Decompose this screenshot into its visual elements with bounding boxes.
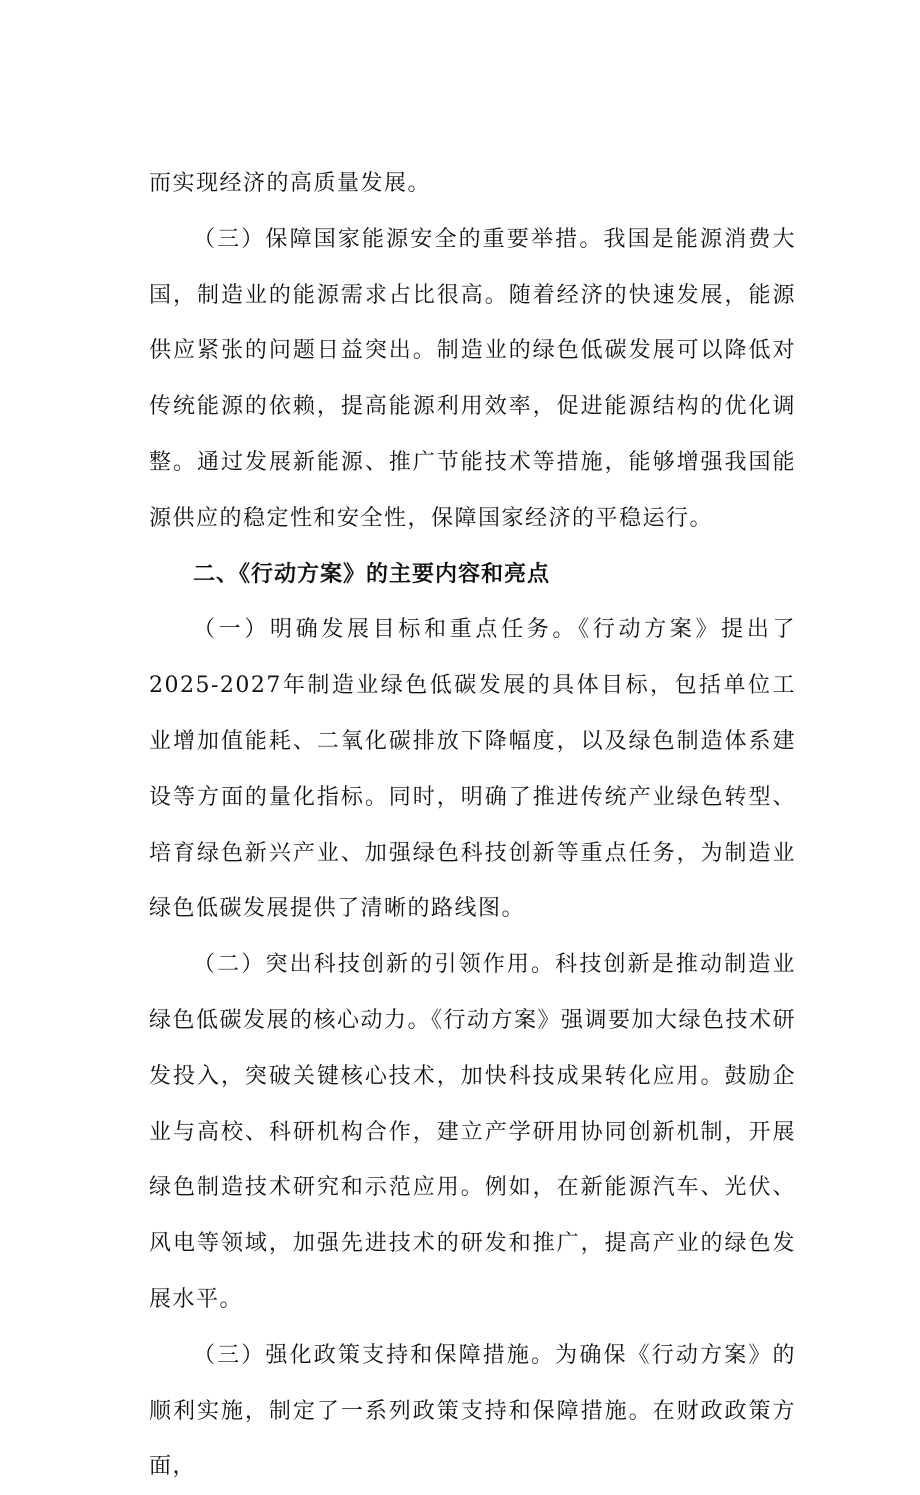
paragraph-goals-tasks: （一）明确发展目标和重点任务。《行动方案》提出了2025-2027年制造业绿色低碳发展的具体目标，包括单位工业增加值能耗、二氧化碳排放下降幅度，以及绿色制造体系建设等方面的量化指标。同时，明确了推进传统产业绿色转型、培育绿色新兴产业、加强绿色科技创新等重点任务，为制造业绿色低碳发展提供了清晰的路线图。 [149, 617, 796, 922]
paragraph-tech-innovation: （二）突出科技创新的引领作用。科技创新是推动制造业绿色低碳发展的核心动力。《行动方案》强调要加大绿色技术研发投入，突破关键核心技术，加快科技成果转化应用。鼓励企业与高校、科研机构合作，建立产学研用协同创新机制，开展绿色制造技术研究和示范应用。例如，在新能源汽车、光伏、风电等领域，加强先进技术的研发和推广，提高产业的绿色发展水平。 [149, 952, 797, 1312]
paragraph-policy-support: （三）强化政策支持和保障措施。为确保《行动方案》的顺利实施，制定了一系列政策支持和保障措施。在财政政策方面， [149, 1342, 796, 1480]
document-body [149, 156, 796, 1495]
section-heading: 二、《行动方案》的主要内容和亮点 [193, 561, 551, 587]
paragraph-continuation: 而实现经济的高质量发展。 [149, 171, 432, 196]
paragraph-energy-security: （三）保障国家能源安全的重要举措。我国是能源消费大国，制造业的能源需求占比很高。随着经济的快速发展，能源供应紧张的问题日益突出。制造业的绿色低碳发展可以降低对传统能源的依赖，提高能源利用效率，促进能源结构的优化调整。通过发展新能源、推广节能技术等措施，能够增强我国能源供应的稳定性和安全性，保障国家经济的平稳运行。 [149, 226, 796, 531]
